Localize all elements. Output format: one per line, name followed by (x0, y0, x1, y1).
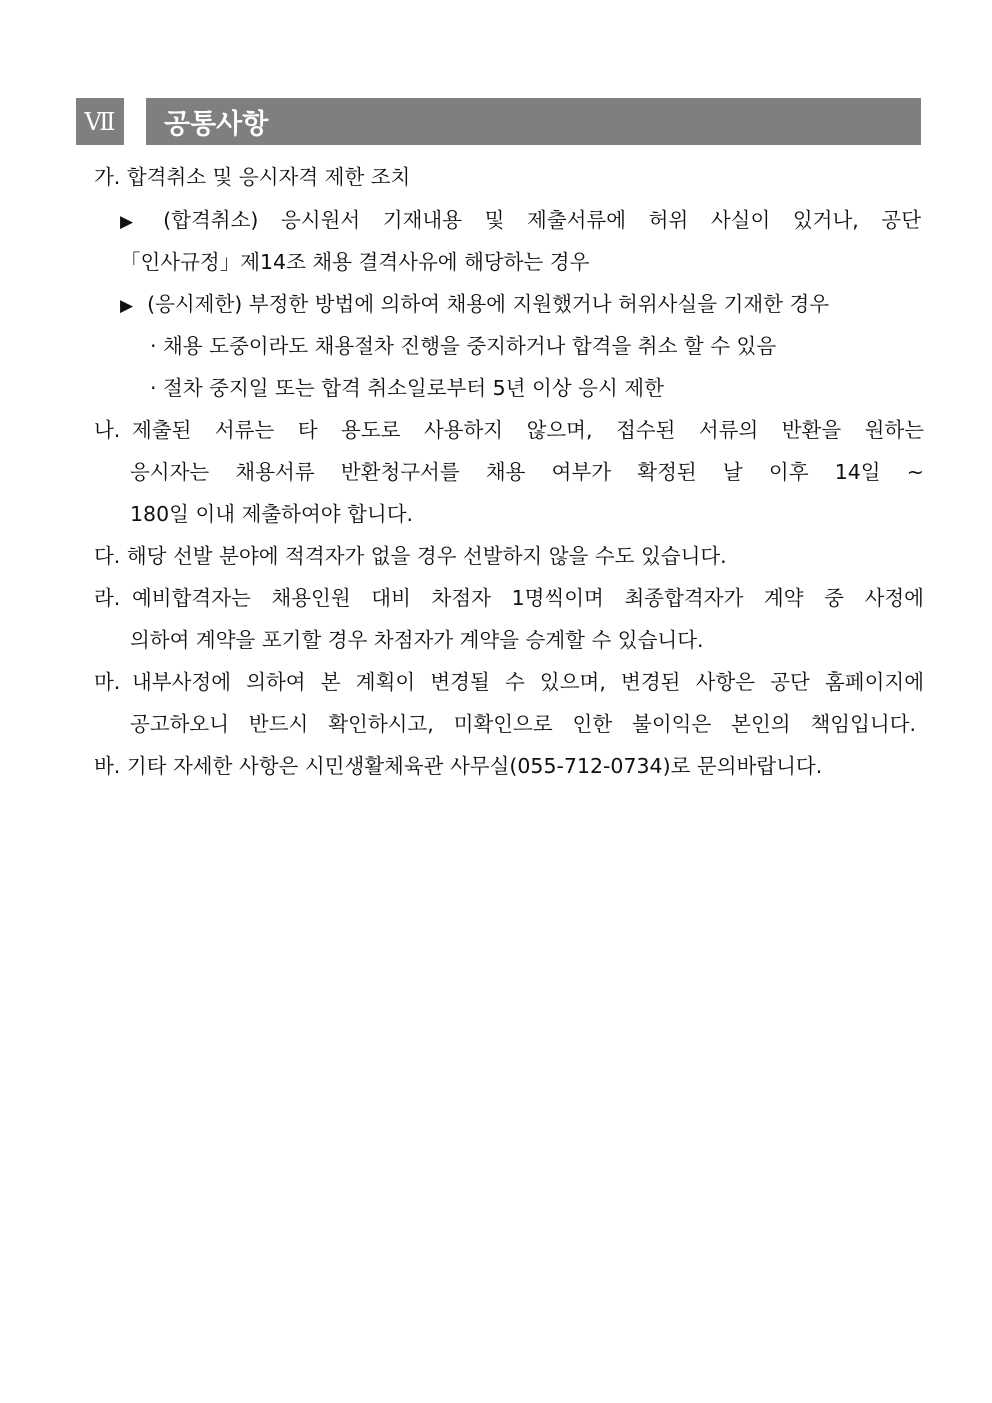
item-label: 다. (94, 544, 121, 568)
item-na-line2: 응시자는 채용서류 반환청구서를 채용 여부가 확정된 날 이후 14일 ~ (130, 460, 924, 484)
item-ma-label: 마. (94, 670, 121, 694)
bullet-text: (합격취소) 응시원서 기재내용 및 제출서류에 허위 사실이 있거나, 공단 (163, 208, 921, 232)
item-na-label: 나. (94, 418, 121, 442)
section-number: Ⅶ (76, 98, 124, 145)
item-ma-line2: 공고하오니 반드시 확인하시고, 미확인으로 인한 불이익은 본인의 책임입니다. (130, 712, 916, 736)
item-text: 기타 자세한 사항은 시민생활체육관 사무실(055-712-0734)로 문의바랍니다. (126, 754, 823, 778)
item-ra-line1: 예비합격자는 채용인원 대비 차점자 1명씩이며 최종합격자가 계약 중 사정에 (132, 586, 924, 610)
item-label: 바. (94, 754, 121, 778)
item-text: 해당 선발 분야에 적격자가 없을 경우 선발하지 않을 수도 있습니다. (126, 544, 727, 568)
item-ra-label: 라. (94, 586, 121, 610)
item-ma-line1: 내부사정에 의하여 본 계획이 변경될 수 있으며, 변경된 사항은 공단 홈페이지에 (132, 670, 924, 694)
sub-item-1: · 채용 도중이라도 채용절차 진행을 중지하거나 합격을 취소 할 수 있음 (150, 334, 777, 358)
item-text: 합격취소 및 응시자격 제한 조치 (126, 165, 411, 189)
item-da (94, 542, 727, 570)
bullet-restrict-line1 (120, 290, 829, 320)
triangle-right-icon: ▶ (120, 296, 134, 316)
triangle-right-icon: ▶ (120, 212, 150, 232)
section-header (76, 98, 921, 145)
bullet-text: (응시제한) 부정한 방법에 의하여 채용에 지원했거나 허위사실을 기재한 경우 (147, 292, 830, 316)
bullet-cancel-line1 (120, 206, 921, 236)
section-title: 공통사항 (146, 98, 921, 145)
item-ra-line2: 의하여 계약을 포기할 경우 차점자가 계약을 승계할 수 있습니다. (130, 628, 704, 652)
item-ba (94, 752, 822, 780)
item-na-line3: 180일 이내 제출하여야 합니다. (130, 502, 414, 526)
item-label: 가. (94, 165, 121, 189)
item-ga (94, 163, 410, 191)
sub-item-2: · 절차 중지일 또는 합격 취소일로부터 5년 이상 응시 제한 (150, 376, 664, 400)
bullet-cancel-line2: 「인사규정」제14조 채용 결격사유에 해당하는 경우 (120, 250, 590, 274)
item-na-line1: 제출된 서류는 타 용도로 사용하지 않으며, 접수된 서류의 반환을 원하는 (132, 418, 924, 442)
